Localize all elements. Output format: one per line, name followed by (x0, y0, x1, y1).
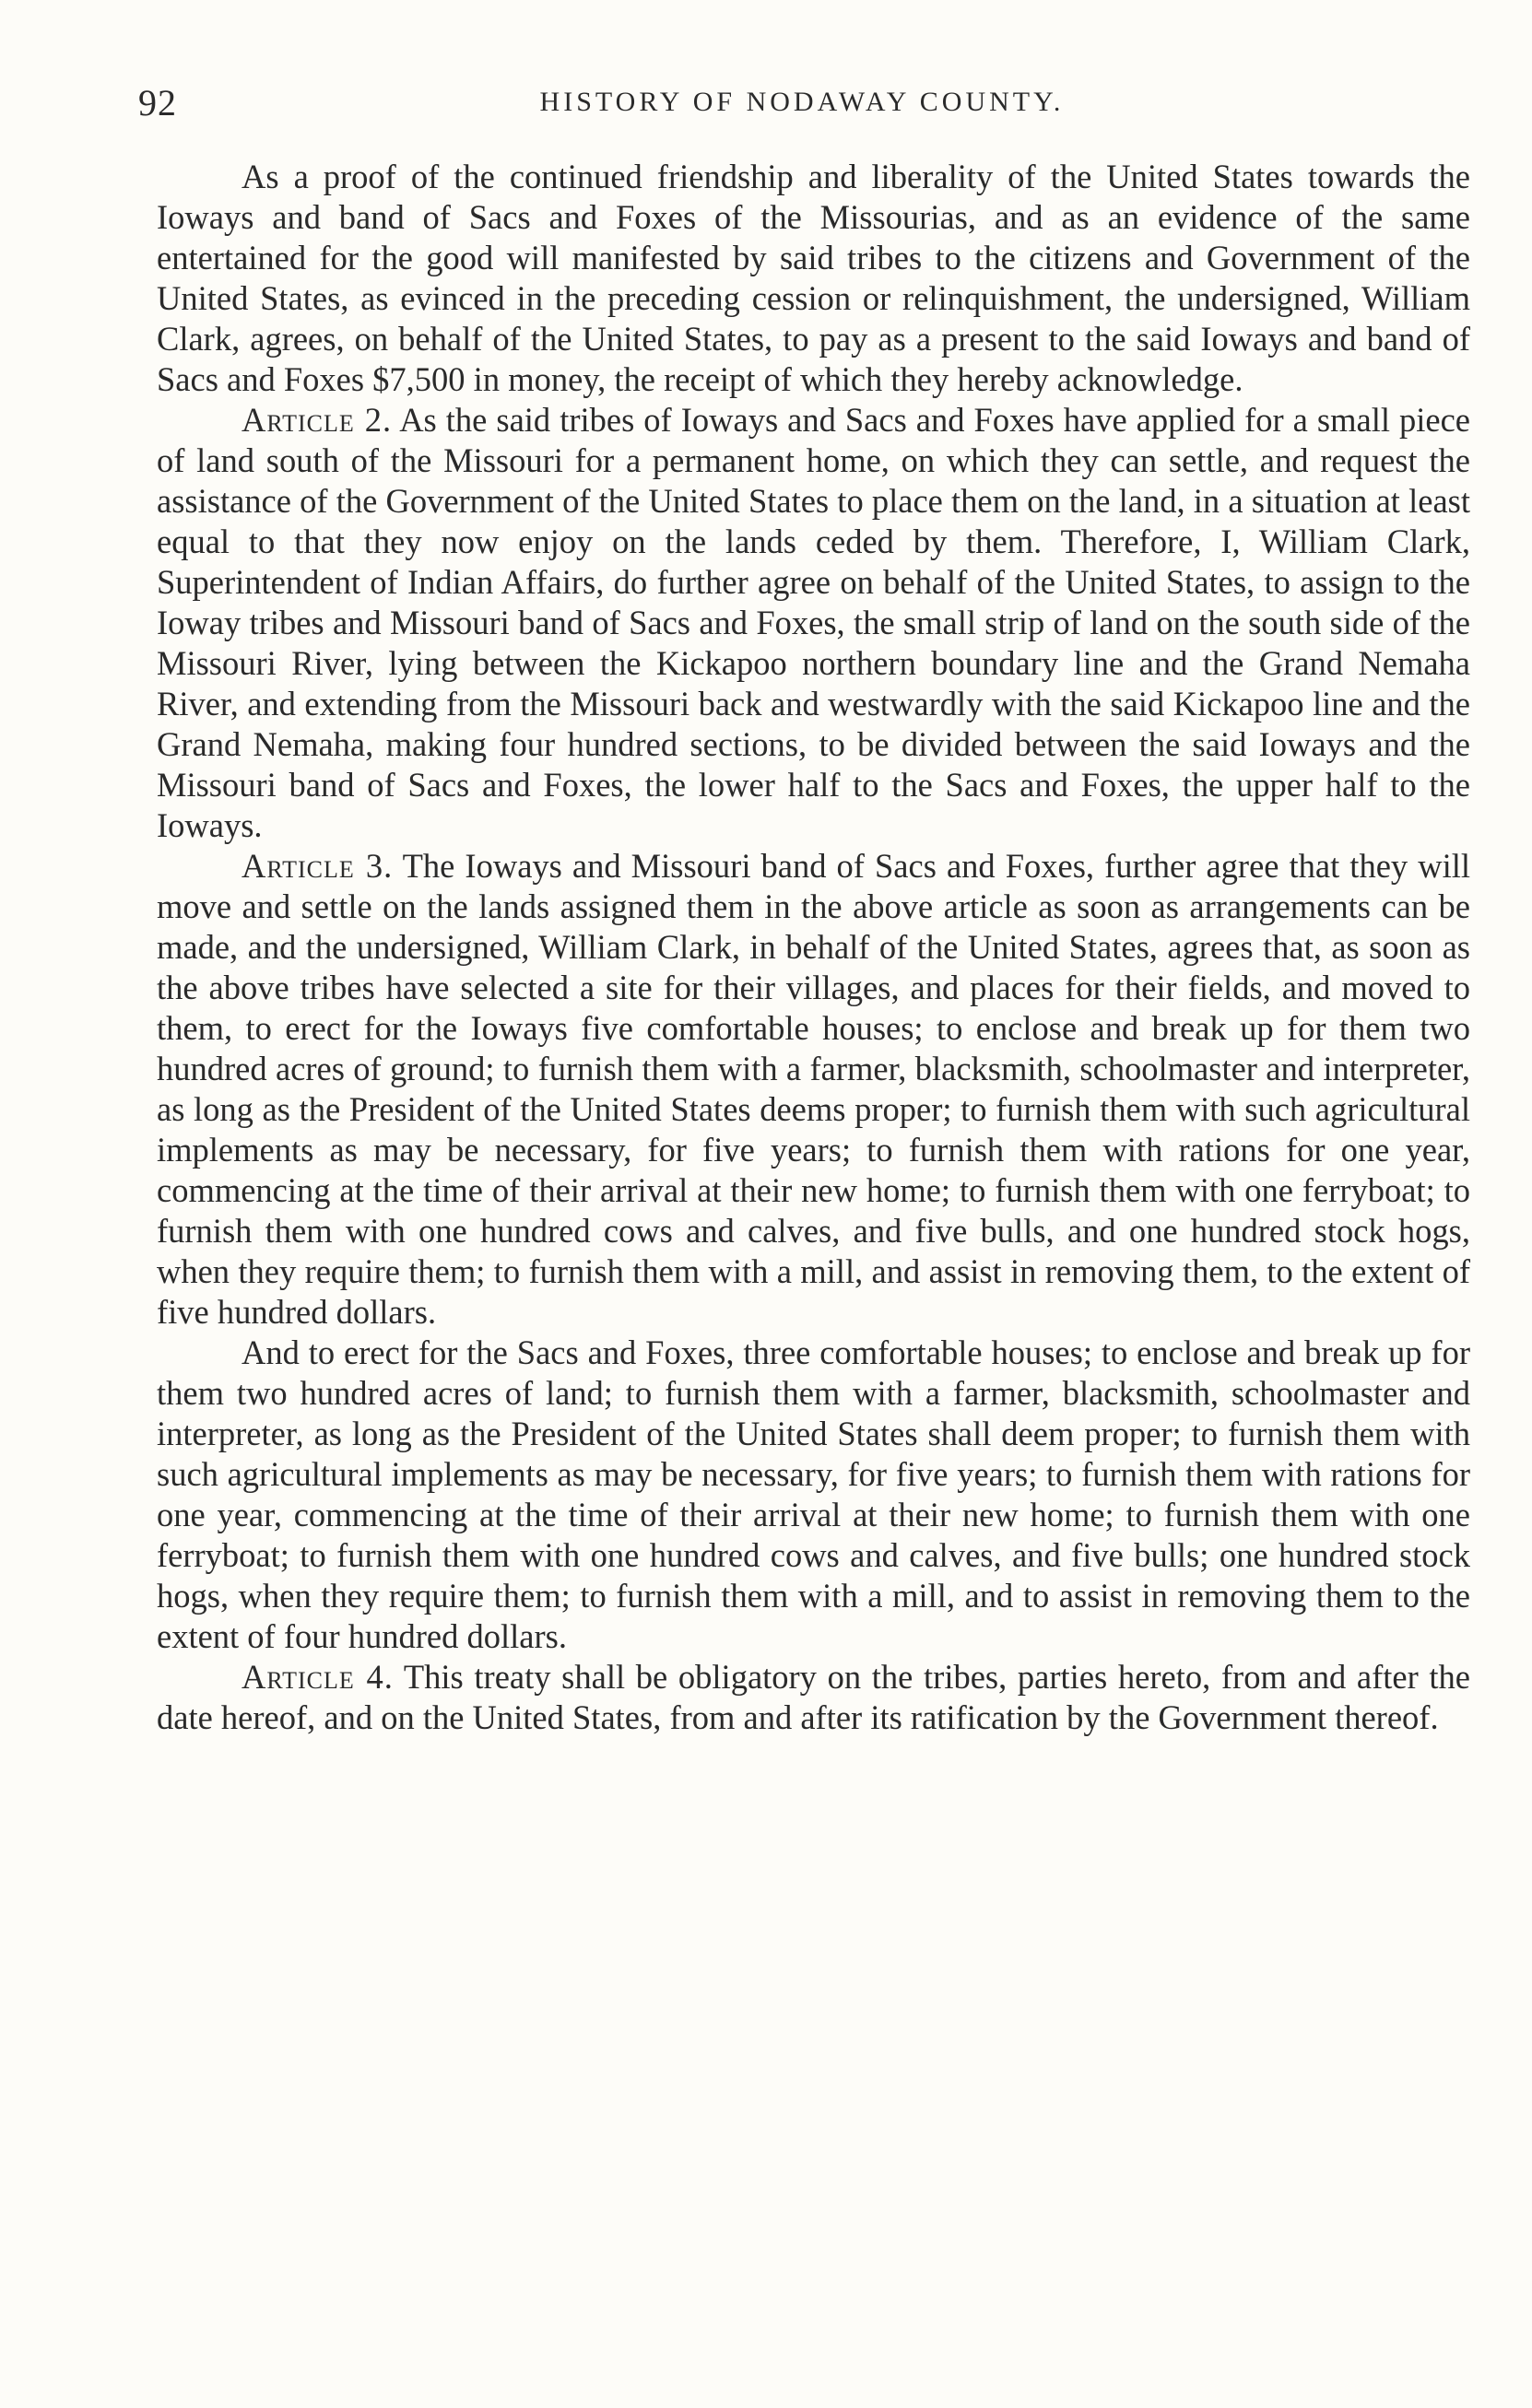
paragraph-text: As the said tribes of Ioways and Sacs and Foxes have applied for a small piece of land south of the Missouri for a permanent home, on which they can settle, and request the assistance of the Government of the United States to place them on the land, in a situation at least equal to that they now enjoy on the lands ceded by them. Therefore, I, William Clark, Superintendent of Indian Affairs, do further agree on behalf of the United States, to assign to the Ioway tribes and Missouri band of Sacs and Foxes, the small strip of land on the south side of the Missouri River, lying between the Kickapoo northern boundary line and the Grand Nemaha River, and extending from the Missouri back and westwardly with the said Kickapoo line and the Grand Nemaha, making four hundred sections, to be divided between the said Ioways and the Missouri band of Sacs and Foxes, the lower half to the Sacs and Foxes, the upper half to the Ioways. (157, 401, 1470, 844)
article-heading: Article 2. (242, 401, 393, 439)
page-number: 92 (138, 82, 177, 123)
paragraph-text: This treaty shall be obligatory on the tribes, parties hereto, from and after the date hereof, and on the United States, from and after its ratification by the Government thereof. (157, 1658, 1470, 1736)
paragraph-article-3 (157, 846, 1470, 1333)
paragraph-text: The Ioways and Missouri band of Sacs and Foxes, further agree that they will move and settle on the lands assigned them in the above article as soon as arrangements can be made, and the undersigned, William Clark, in behalf of the United States, agrees that, as soon as the above tribes have selected a site for their villages, and places for their fields, and moved to them, to erect for the Ioways five comfortable houses; to enclose and break up for them two hundred acres of ground; to furnish them with a farmer, blacksmith, schoolmaster and interpreter, as long as the President of the United States deems proper; to furnish them with such agricultural implements as may be necessary, for five years; to furnish them with rations for one year, commencing at the time of their arrival at their new home; to furnish them with one ferryboat; to furnish them with one hundred cows and calves, and five bulls, and one hundred stock hogs, when they require them; to furnish them with a mill, and assist in removing them, to the extent of five hundred dollars. (157, 847, 1470, 1331)
paragraph-present (157, 157, 1470, 400)
running-head (138, 81, 1466, 127)
article-heading: Article 3. (242, 847, 394, 885)
article-heading: Article 4. (242, 1658, 394, 1696)
paragraph-article-4 (157, 1657, 1470, 1738)
body-text (157, 157, 1470, 1738)
paragraph-article-2 (157, 400, 1470, 846)
paragraph-sacs-foxes-provisions (157, 1333, 1470, 1657)
paragraph-text: And to erect for the Sacs and Foxes, three comfortable houses; to enclose and break up for them two hundred acres of land; to furnish them with a farmer, blacksmith, schoolmaster and interpreter, as long as the President of the United States shall deem proper; to furnish them with such agricultural implements as may be necessary, for five years; to furnish them with rations for one year, commencing at the time of their arrival at their new home; to furnish them with one ferryboat; to furnish them with one hundred cows and calves, and five bulls; one hundred stock hogs, when they require them; to furnish them with a mill, and to assist in removing them to the extent of four hundred dollars. (157, 1333, 1470, 1655)
paragraph-text: As a proof of the continued friendship and liberality of the United States towards the Ioways and band of Sacs and Foxes of the Missourias, and as an evidence of the same entertained for the good will manifested by said tribes to the citizens and Government of the United States, as evinced in the preceding cession or relinquishment, the undersigned, William Clark, agrees, on behalf of the United States, to pay as a present to the said Ioways and band of Sacs and Foxes $7,500 in money, the receipt of which they hereby acknowledge. (157, 158, 1470, 398)
running-title: HISTORY OF NODAWAY COUNTY. (539, 87, 1065, 117)
